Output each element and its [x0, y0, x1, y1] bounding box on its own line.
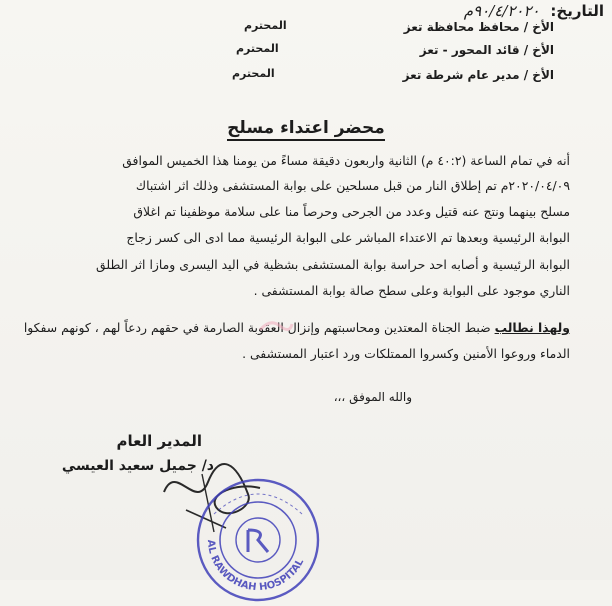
- pink-ink-mark: [258, 316, 294, 338]
- demand-line-1: [24, 320, 570, 335]
- recipient-commander: الأخ / قائد المحور - تعز: [419, 43, 554, 57]
- recipient-governor: الأخ / محافظ محافظة تعز: [403, 20, 554, 34]
- demand-lead: ولهذا نطالب: [494, 320, 570, 335]
- honorific-police-director: المحترم: [232, 67, 275, 80]
- demand-line-2: الدماء وروعوا الأمنين وكسروا الممتلكات ورد اعتبار المستشفى .: [242, 346, 570, 361]
- body-line-1: أنه في تمام الساعة (٤٠:٢ م) الثانية واربعون دقيقة مساءً من يومنا هذا الخميس الموافق: [122, 153, 570, 168]
- document-title: [0, 118, 612, 138]
- body-line-2: ٢٠٢٠/٠٤/٠٩م تم إطلاق النار من قبل مسلحين على بوابة المستشفى وذلك اثر اشتباك: [135, 178, 570, 193]
- document-title-text: محضر اعتداء مسلح: [227, 118, 385, 141]
- closing-phrase: والله الموفق ،،،: [333, 390, 412, 404]
- honorific-commander: المحترم: [236, 42, 279, 55]
- signature-name: د/ جميل سعيد العيسي: [61, 458, 214, 474]
- hospital-stamp: [192, 474, 324, 606]
- body-line-6: الناري موجود على البوابة وعلى سطح صالة بوابة المستشفى .: [253, 283, 570, 298]
- demand-rest: ضبط الجناة المعتدين ومحاسبتهم وإنزال العقوبة الصارمة في حقهم ردعاً لهم ، كونهم سفكوا: [23, 320, 495, 335]
- body-line-4: البوابة الرئيسية وبعدها تم الاعتداء المباشر على البوابة الرئيسية مما ادى الى كسر زجاج: [126, 230, 570, 245]
- honorific-governor: المحترم: [244, 19, 287, 32]
- stamp-text: AL RAWDHAH HOSPITAL: [204, 539, 307, 594]
- date-value: ٩٠/٤/٢٠٢٠م: [463, 2, 540, 20]
- body-line-5: البوابة الرئيسية و أصابه احد حراسة بوابة المستشفى بشظية في اليد اليسرى ومازا اثر الطلق: [96, 257, 570, 272]
- recipient-police-director: الأخ / مدير عام شرطة تعز: [402, 68, 554, 82]
- signature-title: المدير العام: [116, 432, 202, 450]
- date-line: [464, 2, 604, 20]
- date-label: التاريخ:: [550, 2, 604, 20]
- body-line-3: مسلح بينهما ونتج عنه قتيل وعدد من الجرحى وحرصاً منا على سلامة موظفينا تم اغلاق: [133, 204, 570, 219]
